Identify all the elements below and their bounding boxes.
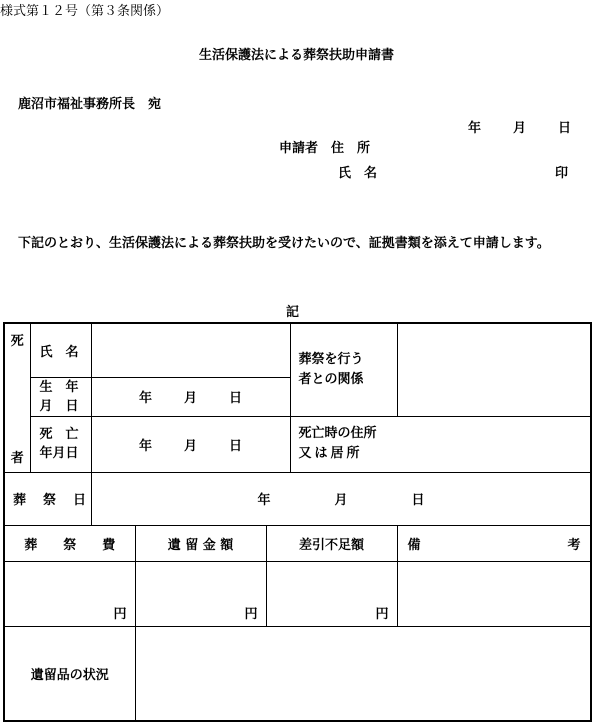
- relation-field[interactable]: [397, 323, 591, 416]
- remarks-field[interactable]: [397, 561, 591, 626]
- name-label: 氏 名: [30, 323, 91, 377]
- application-date: [468, 117, 571, 136]
- funeral-cost-field[interactable]: 円: [4, 561, 135, 626]
- shortfall-label: 差引不足額: [266, 525, 397, 561]
- seal-mark: 印: [555, 166, 569, 181]
- birthdate-label: 生 年 月 日: [30, 377, 91, 416]
- date-year-label: 年: [467, 121, 481, 136]
- remarks-label: 備 考: [397, 525, 591, 561]
- deceased-name-field[interactable]: [91, 323, 290, 377]
- bequest-amount-field[interactable]: 円: [135, 561, 266, 626]
- applicant-name-label: 氏 名: [338, 166, 378, 181]
- bequest-amount-label: 遺 留 金 額: [135, 525, 266, 561]
- death-date-field[interactable]: 年 月 日: [91, 416, 290, 472]
- form-number: 様式第１２号（第３条関係）: [0, 4, 170, 19]
- bequest-items-field[interactable]: [135, 626, 591, 721]
- birthdate-field[interactable]: 年 月 日: [91, 377, 290, 416]
- deceased-label-bottom: 者: [10, 450, 24, 466]
- deceased-label-top: 死: [10, 334, 24, 349]
- deceased-label-cell: [4, 323, 30, 472]
- addressee: 鹿沼市福祉事務所長 宛: [18, 97, 162, 112]
- relation-label: 葬祭を行う 者との関係: [290, 323, 397, 416]
- funeral-date-label: 葬 祭 日: [4, 472, 91, 525]
- funeral-date-field[interactable]: 年 月 日: [91, 472, 591, 525]
- ki-heading: 記: [286, 305, 300, 320]
- date-day-label: 日: [557, 121, 571, 136]
- shortfall-field[interactable]: 円: [266, 561, 397, 626]
- document-title: 生活保護法による葬祭扶助申請書: [198, 48, 394, 63]
- application-table: [3, 322, 592, 722]
- body-text: 下記のとおり、生活保護法による葬祭扶助を受けたいので、証拠書類を添えて申請します。: [18, 236, 550, 251]
- death-date-label: 死 亡 年月日: [30, 416, 91, 472]
- date-month-label: 月: [512, 121, 526, 136]
- bequest-items-label: 遺留品の状況: [4, 626, 135, 721]
- applicant-address-label: 申請者 住 所: [279, 141, 371, 156]
- death-address-label: 死亡時の住所 又は居所: [290, 416, 591, 472]
- funeral-cost-label: 葬 祭 費: [4, 525, 135, 561]
